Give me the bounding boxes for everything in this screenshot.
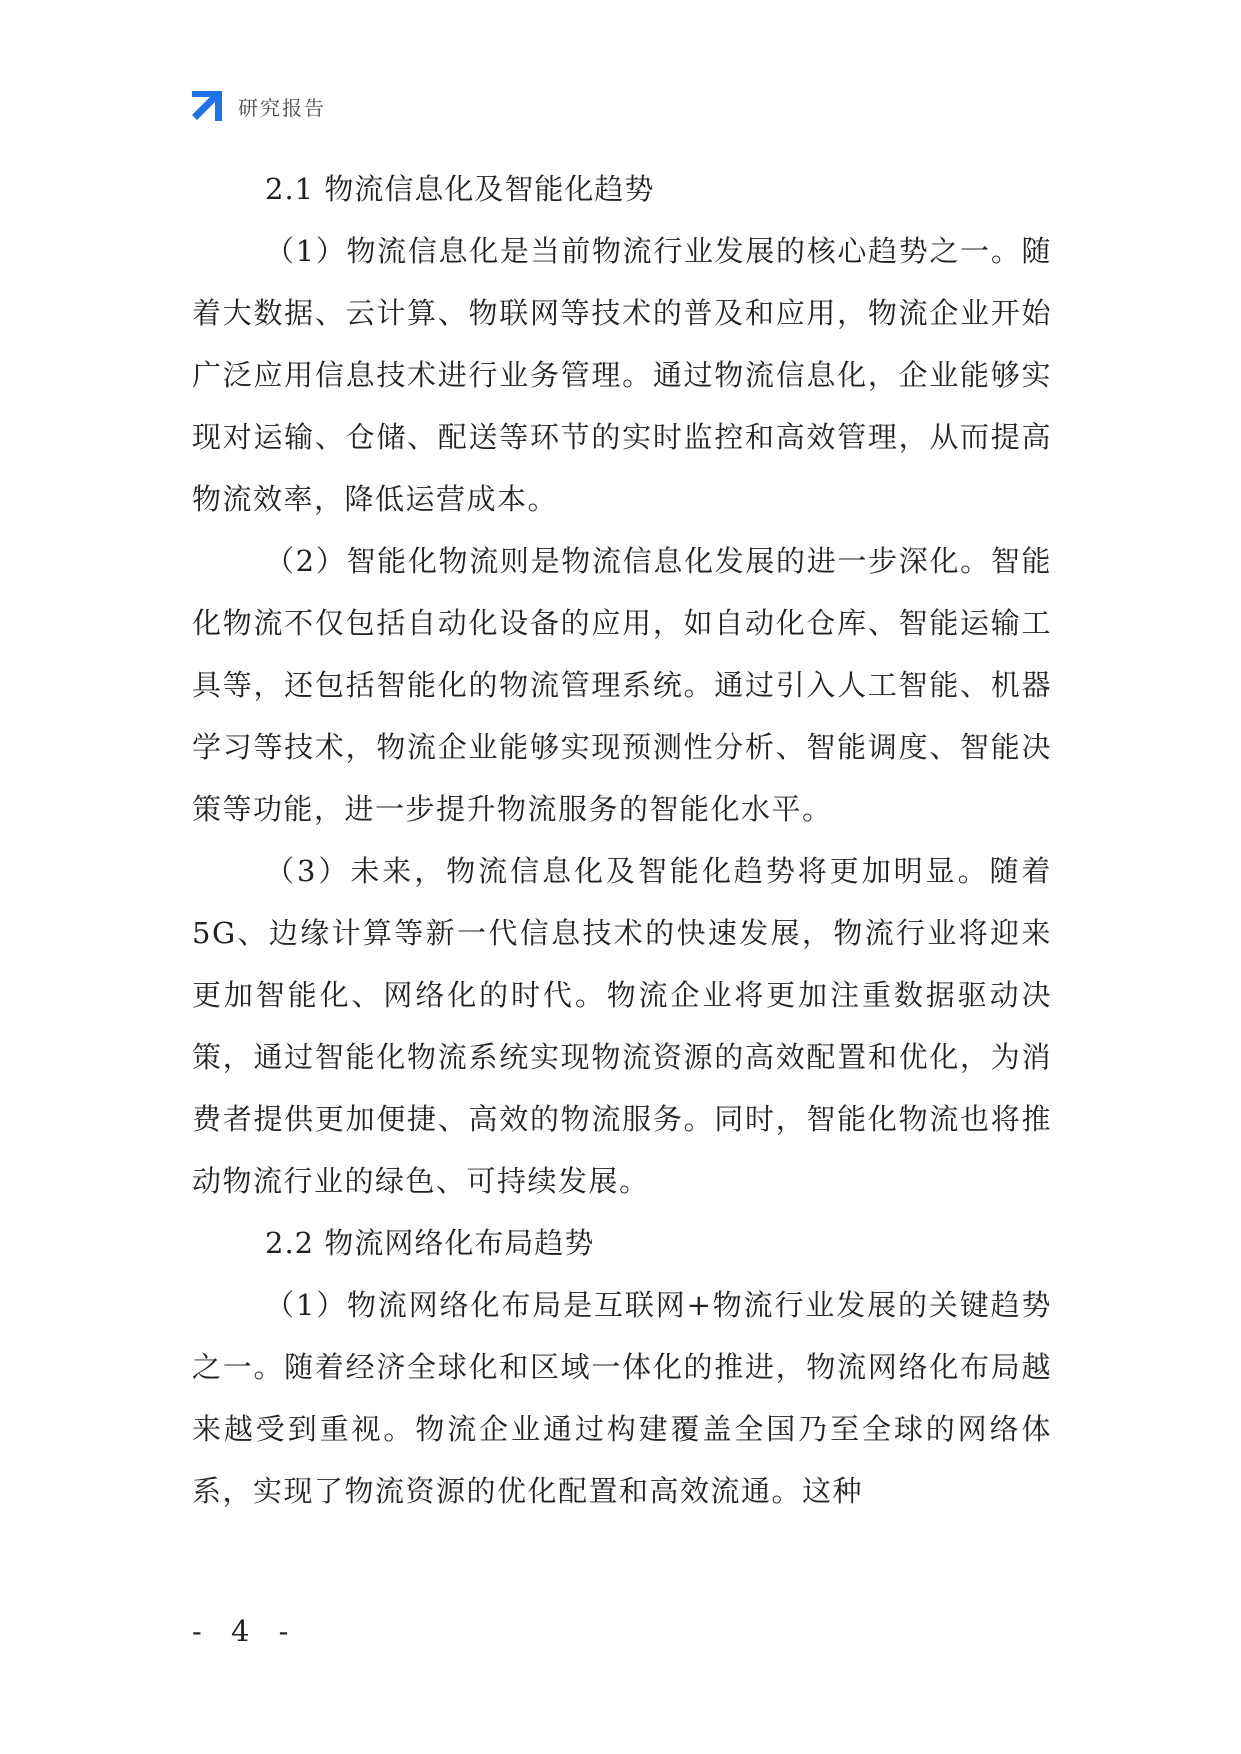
body-paragraph: （2）智能化物流则是物流信息化发展的进一步深化。智能化物流不仅包括自动化设备的应用，如自动化仓库、智能运输工具等，还包括智能化的物流管理系统。通过引入人工智能、机器学习等技术，物流企业能够实现预测性分析、智能调度、智能决策等功能，进一步提升物流服务的智能化水平。: [192, 544, 1052, 826]
document-header: [190, 88, 326, 124]
header-title: 研究报告: [238, 95, 326, 120]
section-heading: 2.1 物流信息化及智能化趋势: [265, 172, 655, 206]
arrow-up-right-icon: [190, 89, 224, 123]
page-number: - 4 -: [192, 1614, 299, 1648]
body-paragraph: （1）物流网络化布局是互联网+物流行业发展的关键趋势之一。随着经济全球化和区域一体化的推进，物流网络化布局越来越受到重视。物流企业通过构建覆盖全国乃至全球的网络体系，实现了物流资源的优化配置和高效流通。这种: [192, 1288, 1052, 1508]
document-body: [192, 158, 1052, 1522]
body-paragraph: （3）未来，物流信息化及智能化趋势将更加明显。随着5G、边缘计算等新一代信息技术的快速发展，物流行业将迎来更加智能化、网络化的时代。物流企业将更加注重数据驱动决策，通过智能化物流系统实现物流资源的高效配置和优化，为消费者提供更加便捷、高效的物流服务。同时，智能化物流也将推动物流行业的绿色、可持续发展。: [192, 854, 1052, 1198]
body-paragraph: （1）物流信息化是当前物流行业发展的核心趋势之一。随着大数据、云计算、物联网等技术的普及和应用，物流企业开始广泛应用信息技术进行业务管理。通过物流信息化，企业能够实现对运输、仓储、配送等环节的实时监控和高效管理，从而提高物流效率，降低运营成本。: [192, 234, 1052, 516]
section-heading: 2.2 物流网络化布局趋势: [265, 1226, 595, 1260]
